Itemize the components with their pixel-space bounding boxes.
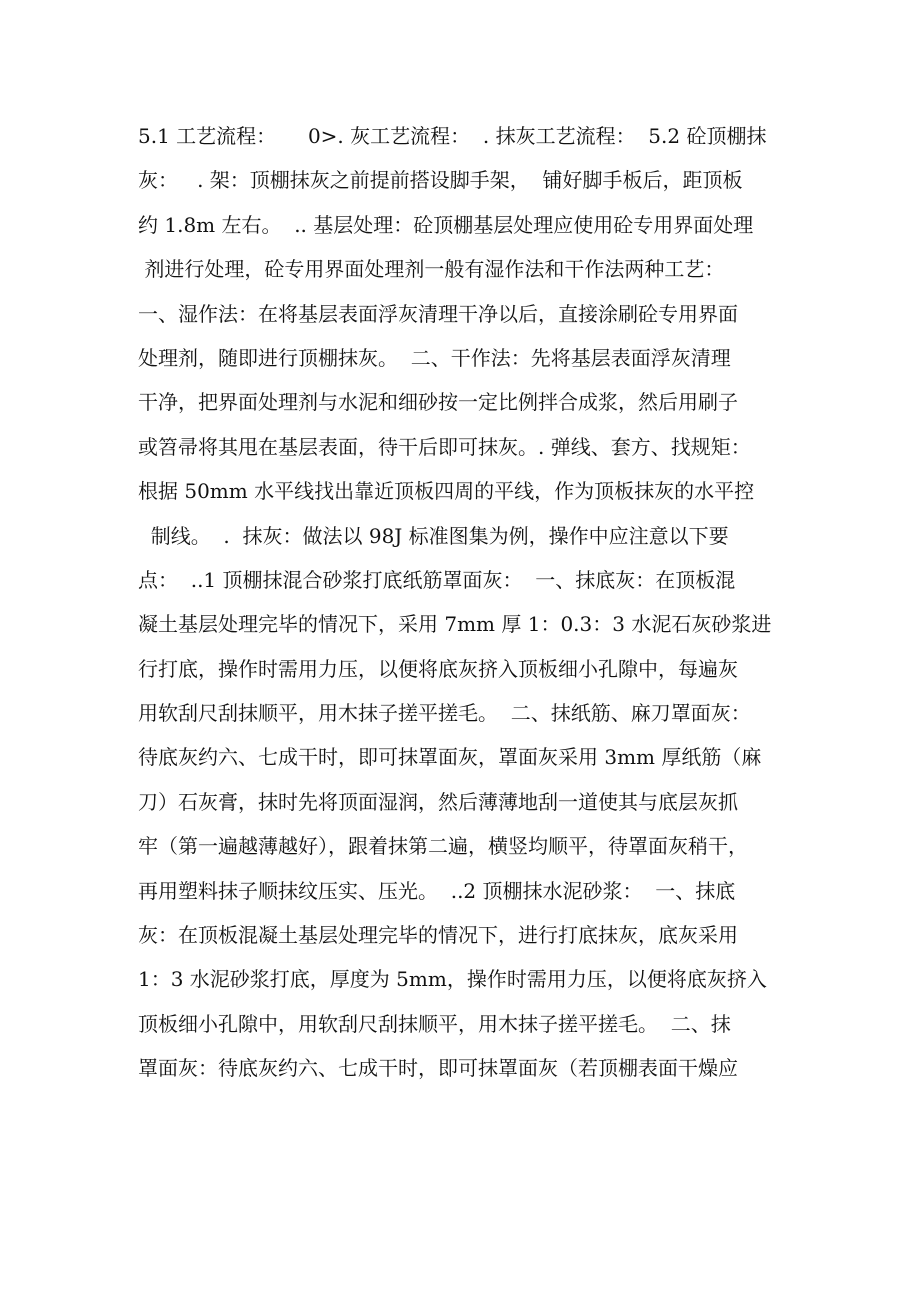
text-line: 顶板细小孔隙中，用软刮尺刮抹顺平，用木抹子搓平搓毛。 二、抹 <box>138 1011 731 1036</box>
text-line: 处理剂，随即进行顶棚抹灰。 二、干作法：先将基层表面浮灰清理 <box>138 345 731 370</box>
text-line: 牢（第一遍越薄越好），跟着抹第二遍，横竖均顺平，待罩面灰稍干， <box>138 834 748 859</box>
text-line: 约 1.8m 左右。 .. 基层处理：砼顶棚基层处理应使用砼专用界面处理 <box>138 212 754 237</box>
body-text <box>138 114 798 1091</box>
text-line: 一、湿作法：在将基层表面浮灰清理干净以后，直接涂刷砼专用界面 <box>138 301 738 326</box>
text-line: 1：3 水泥砂浆打底，厚度为 5mm，操作时需用力压，以便将底灰挤入 <box>138 967 767 992</box>
text-line: 根据 50mm 水平线找出靠近顶板四周的平线，作为顶板抹灰的水平控 <box>138 479 755 504</box>
text-line: 刀）石灰膏，抹时先将顶面湿润，然后薄薄地刮一道使其与底层灰抓 <box>138 789 738 814</box>
text-line: 用软刮尺刮抹顺平，用木抹子搓平搓毛。 二、抹纸筋、麻刀罩面灰： <box>138 701 751 726</box>
text-line: 剂进行处理，砼专用界面处理剂一般有湿作法和干作法两种工艺： <box>138 257 725 282</box>
text-line: 干净，把界面处理剂与水泥和细砂按一定比例拌合成浆，然后用刷子 <box>138 390 738 415</box>
text-line: 凝土基层处理完毕的情况下，采用 7mm 厚 1：0.3：3 水泥石灰砂浆进 <box>138 612 772 637</box>
text-line: 再用塑料抹子顺抹纹压实、压光。 ..2 顶棚抹水泥砂浆： 一、抹底 <box>138 878 736 903</box>
text-line: 制线。 . 抹灰：做法以 98J 标准图集为例，操作中应注意以下要 <box>138 523 729 548</box>
text-line: 待底灰约六、七成干时，即可抹罩面灰，罩面灰采用 3mm 厚纸筋（麻 <box>138 745 762 770</box>
text-line: 点： ..1 顶棚抹混合砂浆打底纸筋罩面灰： 一、抹底灰：在顶板混 <box>138 567 736 592</box>
text-line: 行打底，操作时需用力压，以便将底灰挤入顶板细小孔隙中，每遍灰 <box>138 656 738 681</box>
text-line: 灰：在顶板混凝土基层处理完毕的情况下，进行打底抹灰，底灰采用 <box>138 923 738 948</box>
text-line: 灰： . 架：顶棚抹灰之前提前搭设脚手架， 铺好脚手板后，距顶板 <box>138 168 743 193</box>
text-line: 5.1 工艺流程： 0>. 灰工艺流程： . 抹灰工艺流程： 5.2 砼顶棚抹 <box>138 124 767 148</box>
text-line: 或笤帚将其甩在基层表面，待干后即可抹灰。. 弹线、套方、找规矩： <box>138 434 751 459</box>
text-line: 罩面灰：待底灰约六、七成干时，即可抹罩面灰（若顶棚表面干燥应 <box>138 1056 738 1081</box>
